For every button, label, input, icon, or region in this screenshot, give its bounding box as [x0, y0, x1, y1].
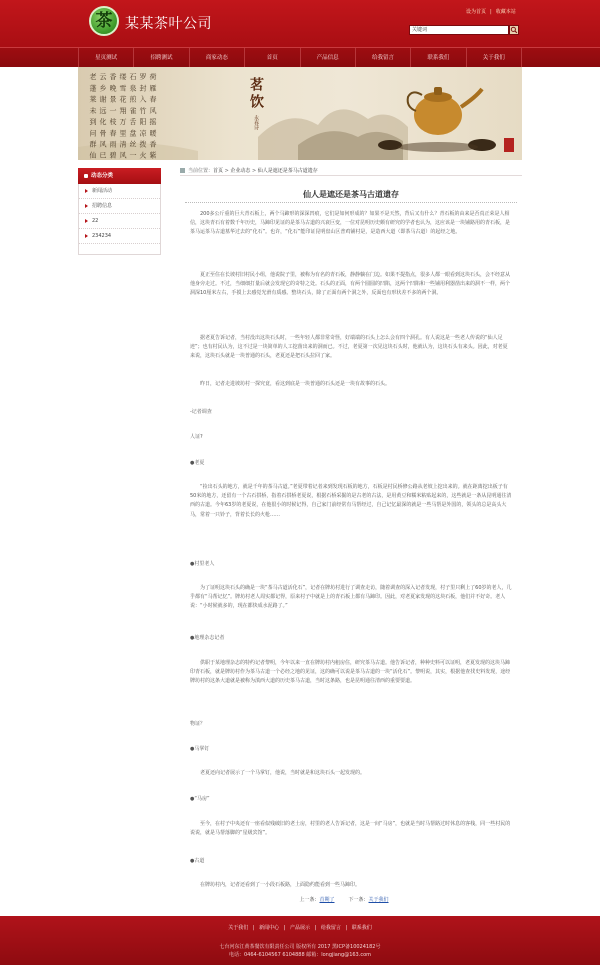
sidebar-item-label: 新闻活动 — [92, 188, 113, 194]
site-name[interactable]: 某某茶叶公司 — [125, 16, 212, 32]
arrow-right-icon — [85, 234, 88, 238]
sidebar-item-234234[interactable] — [79, 229, 160, 244]
breadcrumb-category-link[interactable]: 企业动态 — [230, 168, 251, 174]
sidebar-item-22[interactable] — [79, 214, 160, 229]
breadcrumb-separator: > — [223, 168, 231, 174]
location-icon — [180, 168, 185, 173]
breadcrumb-home-link[interactable]: 首页 — [213, 168, 224, 174]
banner-title-text: 茗饮 — [248, 77, 264, 111]
article-paragraph: “捡出石头的地方，就是千年的茶马古道。”老夏带着记者来到发现石板的地方，石板是村民桥修公路从老坡上挖出来的。就在距离挖出板子有50米的地方，还留有一个古石拱桥，指着石拱桥老夏说，根据石桥采掘的是古老的古法，是用黄豆和糯米粘贴起来的，这些就是一条从昆明通往清西的古道。今年63岁的老夏说，在他很小的时候记得，自己家门前经常有马帮经过，自己记忆最深的就是一些马帮是外国的，领头的总是高头大马，常着一只铃子，背着长长的火枪…… — [190, 484, 512, 518]
footer-contact-info: 电话：0464-6104567 6104888 邮箱：longjiang@163.com — [228, 952, 372, 958]
sidebar-item-label: 22 — [92, 218, 99, 224]
prev-label: 上一条： — [299, 897, 320, 903]
breadcrumb-prefix: 当前位置： — [188, 168, 214, 174]
title-divider — [185, 202, 517, 203]
breadcrumb-separator: > — [250, 168, 258, 174]
article-subheading: -记者调查 — [190, 409, 212, 415]
article-subheading: 物证？ — [190, 721, 206, 727]
article-subheading: 人证? — [190, 434, 203, 440]
next-article-link[interactable]: 关于我们 — [368, 897, 389, 903]
footer-link-about[interactable]: 关于我们 — [228, 925, 249, 931]
site-header — [0, 0, 600, 47]
nav-item-about[interactable]: 关于我们 — [467, 48, 522, 68]
bookmark-link[interactable]: 收藏本站 — [495, 9, 516, 15]
article-subheading: ●地理杂志记者 — [190, 635, 225, 641]
footer-separator: | — [252, 925, 255, 931]
sidebar-item-recruit[interactable] — [79, 199, 160, 214]
set-homepage-link[interactable]: 设为首页 — [466, 9, 487, 15]
sidebar-heading-icon — [84, 174, 88, 178]
article-paragraph: 昨日，记者走进坡坊村一探究竟，看这到底是一块普通的石头还是一块有故事的石头。 — [200, 381, 391, 387]
footer-link-message[interactable]: 给我留言 — [320, 925, 341, 931]
footer-copyright: 七台河东江黄茶餐饮有限责任公司 版权所有 2017 黑ICP备10024182号 — [219, 944, 381, 950]
sidebar-list — [78, 184, 161, 255]
article-paragraph: 200多公斤重的巨大青石板上，两个马蹄形的深深凹痕，它们是如何形成的？如果不是天然，背后又有什么？青石板的由来是否真正荣是人相信，这块青石有着数千年历史，马蹄印见证的是茶马古道的兴衰巨变，一位对昆明历史颇有研究的学者也认为，这应该是一块铺路用的青石板，是茶马运茶马古道墓华过去的“化石”。也许，“化石”能印证昆明盘山区普鸡铺村是，是造西大道（即茶马古道）的起经之地。 — [190, 211, 511, 236]
footer-link-products[interactable]: 产品展示 — [289, 925, 310, 931]
article-paragraph: 夏正至住在长坡村旧村民小组，他说院子里，被称为有名的青石板，静静躺在门边。如果不提指点，很多人都一眼看到这块石头，会不经意从他身旁走过。不过，当细细打量后就会发现它的奇特之处。石头的正面，有两个圆圆的凹陷，这两个凹陷和一些铺用利器凿出来的洞不一样，两个洞深10厘米左右，手摸上去感觉光滑有质感。整块石头，除了正面有两个洞之外，反面也有形状差不多的两个洞。 — [190, 272, 511, 297]
nav-item-message[interactable]: 给我留言 — [356, 48, 411, 68]
main-nav — [0, 47, 600, 67]
banner-poem: 荷 雁 春 风 摇 暖 香 紫 罗 封 入 竹 阳 凉 拨 火 石 泉 煎 雀 舌 盘 丝 一 缕 雪 花 翔 万 里 清 风 香 晚 景 一 枝 春 雨 碧 云 乡 谢 远 化 骨 风 已 老 蓬 莱 未 到 问 群 仙 — [89, 73, 157, 160]
article-subheading: ●古道 — [190, 858, 205, 864]
article-paragraph: 供职于某地理杂志的特约记者黎明，今年以来一直在牌坊村内租房住，研究茶马古道。他告诉记者，种种史料可以证明，老夏发现的这块马蹄印青石板，就是牌坊村作为茶马古道一个必经之地的见证，这的确可以说是茶马古道的一块“活化石”。黎明说，其实，根据他查找史料发现，途经牌坊村的这条大道就是被称为滇西大道的历史茶马古道，当时这条路，也是昆明通往清西的重要要道。 — [190, 660, 511, 685]
site-footer — [0, 916, 600, 965]
seal-icon — [504, 138, 514, 152]
article-paragraph: 在牌坊村内，记者还看到了一小段石板路，上面隐约能看到一些马蹄印。 — [200, 882, 361, 888]
search-icon — [510, 26, 518, 34]
nav-item-recruit-test[interactable]: 招聘测试 — [134, 48, 189, 68]
logo-icon[interactable]: 茶 — [89, 6, 119, 36]
nav-item-contact[interactable]: 联系我们 — [411, 48, 466, 68]
top-links-separator: | — [490, 9, 492, 15]
article-subheading: ●村里老人 — [190, 561, 215, 567]
footer-separator: | — [283, 925, 286, 931]
top-links — [466, 8, 520, 15]
footer-link-news[interactable]: 新闻中心 — [259, 925, 280, 931]
nav-item-star-test[interactable]: 星页测试 — [78, 48, 134, 68]
search-button[interactable] — [509, 25, 519, 35]
article-paragraph: 老夏还向记者展示了一个马掌钉，他说，当时就是和这块石头一起发现的。 — [200, 770, 366, 776]
article-subheading: ●“马房” — [190, 796, 210, 802]
article-paragraph: 为了证明这块石头的确是一块“茶马古道活化石”，记者在牌坊村进行了调查走访，随着调查的深入记者发现，村子里只剩上了60岁的老人，几乎都有“马帮记忆”。牌坊村老人周实都记得，原来村子中就是上的青石板上都有马蹄印。因此，对老夏家发现的这块石板，他们并不好奇。老人说：“小时候就多的，现在都快成水泥路了。” — [190, 585, 512, 610]
nav-item-products[interactable]: 产品信息 — [301, 48, 356, 68]
article-title: 仙人是遮还是茶马古道遗存 — [303, 190, 399, 199]
article-subheading: ●老夏 — [190, 460, 205, 466]
prev-article-link[interactable]: 首期了 — [319, 897, 335, 903]
sidebar-heading — [78, 168, 161, 184]
next-label: 下一条： — [348, 897, 369, 903]
footer-link-contact[interactable]: 联系我们 — [351, 925, 372, 931]
search-input[interactable]: 关键词 — [409, 25, 509, 35]
sidebar-item-news[interactable] — [79, 184, 160, 199]
footer-links — [0, 924, 600, 931]
nav-item-merchant-news[interactable]: 商家动态 — [190, 48, 245, 68]
breadcrumb-current-link[interactable]: 仙人是遮还是茶马古道遗存 — [257, 168, 318, 174]
sidebar-heading-label: 动态分类 — [91, 173, 114, 179]
arrow-right-icon — [85, 204, 88, 208]
banner-title — [246, 77, 266, 130]
arrow-right-icon — [85, 189, 88, 193]
banner-image — [78, 67, 522, 160]
article-paragraph: 至今，在村子中央还有一座看似残破旧的老土房，村里的老人告诉记者，这是一间“马房”，也就是当时马帮路过时休息的客栈，同一些村民的说说，就是马帮落脚的“星级宾馆”。 — [190, 821, 511, 837]
article-pager — [180, 896, 522, 903]
footer-separator: | — [345, 925, 348, 931]
article-subheading: ●马掌钉 — [190, 746, 210, 752]
footer-separator: | — [314, 925, 317, 931]
nav-item-home[interactable]: 首页 — [245, 48, 300, 68]
arrow-right-icon — [85, 219, 88, 223]
sidebar-item-label: 234234 — [92, 233, 112, 239]
article-paragraph: 据老夏告诉记者，当村没出这块石头时，一些年轻人都非常奇怪，好端端的石头上怎么会有四个洞孔。有人说这是一些老人传说的“仙人足迹”；也有村民认为，这不过是一块简单的人工挖凿出来的洞而已。不过，老夏第一次见这块石头时，他就认为，这块石头有来头。因此，对老夏来说，这块石头就是一块普通的石头，老夏还是把石头拉回了家。 — [190, 335, 508, 360]
breadcrumb — [180, 166, 522, 176]
sidebar-item-label: 招聘信息 — [92, 203, 113, 209]
banner-signature: 永春诗 — [253, 115, 259, 130]
